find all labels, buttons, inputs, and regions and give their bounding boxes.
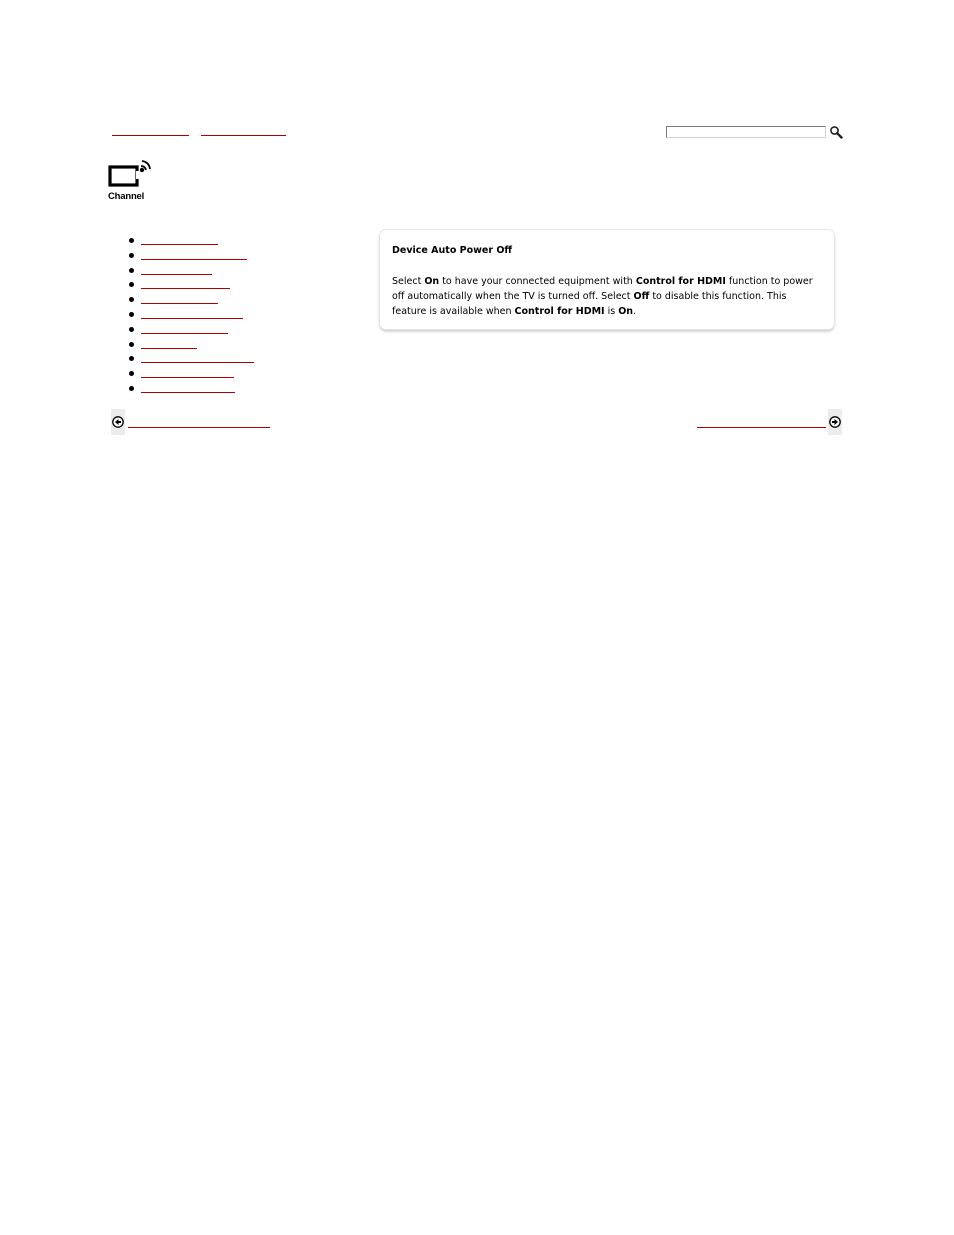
nav-link[interactable] [141, 244, 218, 245]
nav-link[interactable] [141, 392, 235, 393]
content-panel [380, 230, 834, 329]
search-icon[interactable] [829, 124, 843, 138]
bullet [129, 282, 134, 287]
bullet [129, 356, 134, 361]
bullet [129, 327, 134, 332]
option-on: On [424, 276, 440, 287]
bullet [129, 268, 134, 273]
bullet [129, 238, 134, 243]
setting-description [392, 274, 822, 319]
bullet [129, 312, 134, 317]
text: to have your connected equipment with [439, 276, 636, 287]
previous-page-link[interactable] [128, 427, 270, 428]
control-for-hdmi: Control for HDMI [635, 276, 726, 287]
nav-link[interactable] [141, 303, 218, 304]
channel-label: Channel [108, 191, 145, 202]
text: to disable this function. This feature is available when [392, 291, 787, 317]
bullet [129, 297, 134, 302]
nav-link[interactable] [141, 318, 243, 319]
nav-link[interactable] [141, 333, 228, 334]
text: . [633, 306, 637, 317]
text: Select [392, 276, 425, 287]
search-input[interactable] [666, 126, 826, 138]
text: is [604, 306, 619, 317]
control-for-hdmi: Control for HDMI [514, 306, 605, 317]
option-off: Off [633, 291, 650, 302]
nav-link[interactable] [141, 348, 197, 349]
bullet [129, 342, 134, 347]
next-page-link[interactable] [697, 427, 826, 428]
breadcrumb-link-1[interactable] [112, 135, 189, 136]
nav-link[interactable] [141, 288, 230, 289]
option-on: On [618, 306, 634, 317]
bullet [129, 386, 134, 391]
bullet [129, 371, 134, 376]
nav-link[interactable] [141, 377, 234, 378]
nav-link[interactable] [141, 259, 247, 260]
breadcrumb-link-2[interactable] [201, 135, 286, 136]
text: function to power off automatically when the TV is turned off. Select [392, 276, 813, 302]
previous-arrow-icon[interactable] [111, 409, 125, 435]
setting-title: Device Auto Power Off [392, 245, 513, 256]
nav-link[interactable] [141, 274, 212, 275]
nav-link[interactable] [141, 362, 254, 363]
tv-channel-icon [108, 157, 152, 187]
bullet [129, 253, 134, 258]
next-arrow-icon[interactable] [828, 409, 842, 435]
